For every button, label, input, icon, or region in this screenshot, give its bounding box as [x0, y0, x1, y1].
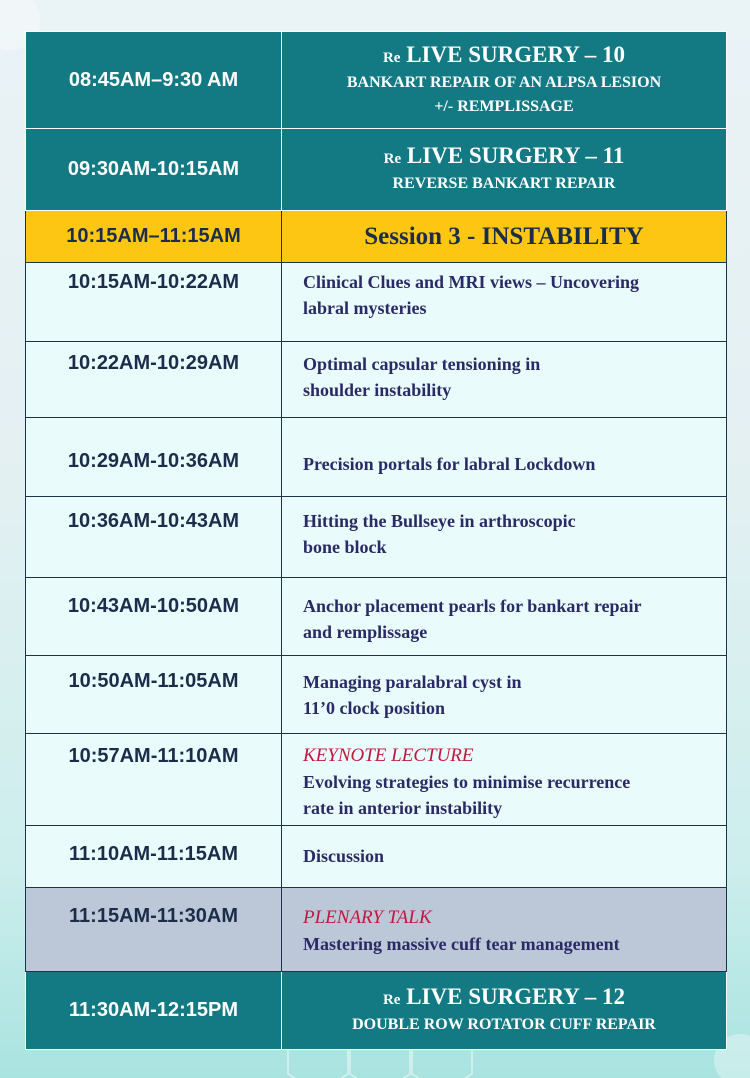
talk-cell — [282, 826, 727, 888]
schedule-table — [25, 31, 727, 1050]
time-cell: 10:29AM-10:36AM — [26, 418, 282, 497]
talk-cell — [282, 734, 727, 826]
talk-title-line: labral mysteries — [303, 298, 427, 318]
time-cell: 10:50AM-11:05AM — [26, 656, 282, 734]
time-cell: 10:36AM-10:43AM — [26, 497, 282, 578]
live-surgery-subtitle: BANKART REPAIR OF AN ALPSA LESION — [346, 73, 662, 91]
time-cell: 10:43AM-10:50AM — [26, 578, 282, 656]
time-cell: 11:10AM-11:15AM — [26, 826, 282, 888]
live-surgery-title: LIVE SURGERY – 12 — [406, 984, 626, 1009]
talk-cell — [282, 418, 727, 497]
re-prefix: Re — [383, 151, 402, 167]
live-surgery-subtitle-2: +/- REMPLISSAGE — [434, 97, 574, 115]
time-cell: 10:15AM-10:22AM — [26, 263, 282, 342]
live-surgery-cell — [282, 129, 727, 211]
schedule-row-talk — [26, 263, 727, 342]
talk-title-line: bone block — [303, 537, 387, 557]
talk-title-line: Mastering massive cuff tear management — [303, 934, 620, 954]
talk-title-line: Managing paralabral cyst in — [303, 672, 522, 692]
live-surgery-title: LIVE SURGERY – 10 — [406, 41, 626, 67]
talk-cell — [282, 263, 727, 342]
talk-title-line: 11’0 clock position — [303, 698, 446, 718]
talk-title-line: Discussion — [303, 846, 385, 866]
time-cell: 10:15AM–11:15AM — [26, 211, 282, 263]
talk-title-line: rate in anterior instability — [303, 798, 503, 818]
talk-cell — [282, 497, 727, 578]
plenary-talk-label: PLENARY TALK — [303, 907, 432, 928]
session-title: Session 3 - INSTABILITY — [282, 211, 727, 263]
keynote-lecture-label: KEYNOTE LECTURE — [303, 745, 474, 766]
talk-title-line: Optimal capsular tensioning in — [303, 354, 541, 374]
schedule-row-talk — [26, 656, 727, 734]
talk-cell — [282, 342, 727, 418]
talk-title-line: Clinical Clues and MRI views – Uncovering — [303, 272, 640, 292]
time-cell: 10:22AM-10:29AM — [26, 342, 282, 418]
live-surgery-cell — [282, 972, 727, 1050]
talk-title-line: and remplissage — [303, 622, 428, 642]
talk-title-line: Evolving strategies to minimise recurrence — [303, 772, 631, 792]
schedule-row-keynote — [26, 734, 727, 826]
talk-title-line: shoulder instability — [303, 380, 452, 400]
talk-title-line: Precision portals for labral Lockdown — [303, 454, 596, 474]
time-cell: 10:57AM-11:10AM — [26, 734, 282, 826]
talk-cell — [282, 578, 727, 656]
talk-cell — [282, 656, 727, 734]
schedule-row-plenary — [26, 888, 727, 972]
time-cell: 11:30AM-12:15PM — [26, 972, 282, 1050]
live-surgery-cell — [282, 32, 727, 129]
time-cell: 09:30AM-10:15AM — [26, 129, 282, 211]
re-prefix: Re — [382, 992, 401, 1008]
schedule-row-discussion — [26, 826, 727, 888]
live-surgery-title: LIVE SURGERY – 11 — [406, 143, 625, 168]
talk-title-line: Anchor placement pearls for bankart repair — [303, 596, 642, 616]
live-surgery-subtitle: DOUBLE ROW ROTATOR CUFF REPAIR — [352, 1016, 656, 1033]
time-cell: 11:15AM-11:30AM — [26, 888, 282, 972]
talk-cell — [282, 888, 727, 972]
schedule-row-talk — [26, 418, 727, 497]
schedule-row-live-surgery-12 — [26, 972, 727, 1050]
live-surgery-subtitle: REVERSE BANKART REPAIR — [392, 175, 616, 192]
time-cell: 08:45AM–9:30 AM — [26, 32, 282, 129]
schedule-row-talk — [26, 342, 727, 418]
talk-title-line: Hitting the Bullseye in arthroscopic — [303, 511, 576, 531]
schedule-row-live-surgery-10 — [26, 32, 727, 129]
schedule-row-talk — [26, 578, 727, 656]
schedule-row-live-surgery-11 — [26, 129, 727, 211]
re-prefix: Re — [382, 49, 401, 66]
schedule-row-session-header — [26, 211, 727, 263]
schedule-row-talk — [26, 497, 727, 578]
